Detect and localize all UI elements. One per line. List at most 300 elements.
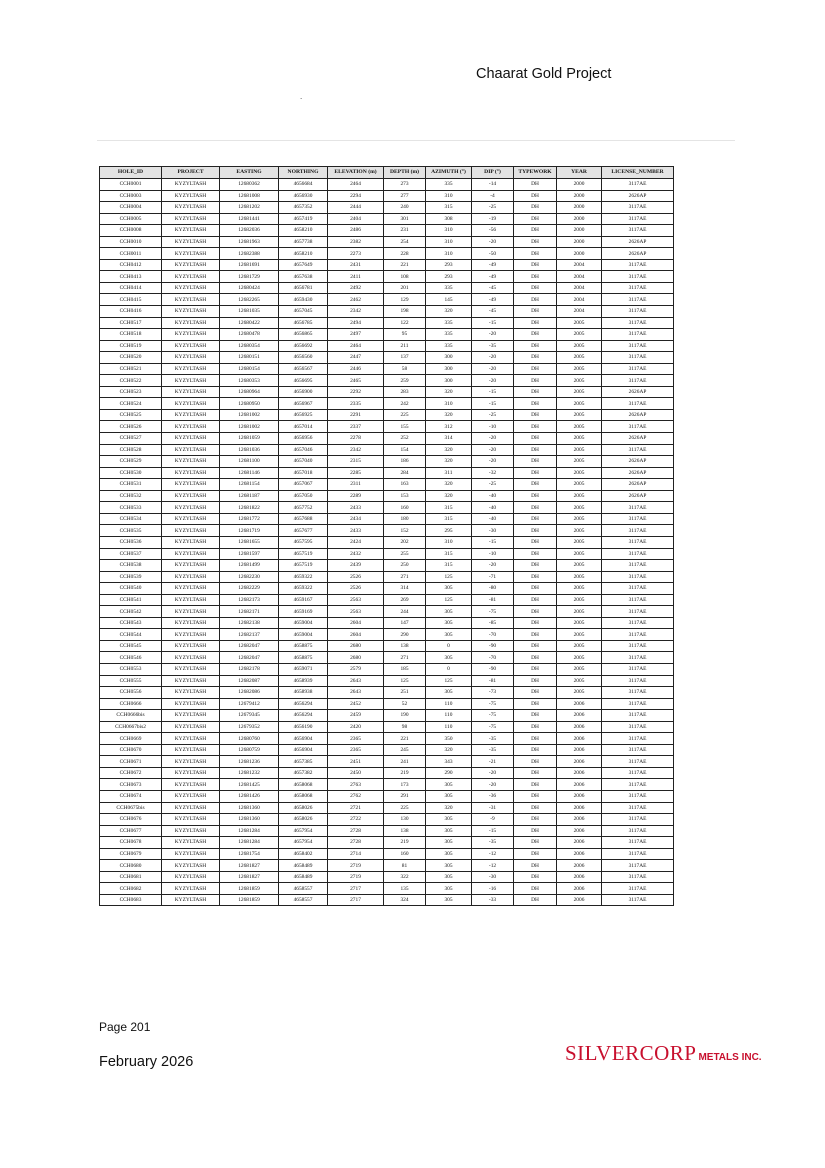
table-row [100, 802, 674, 814]
table-cell: 110 [426, 698, 472, 710]
table-cell: 305 [426, 652, 472, 664]
table-cell: 12682047 [220, 652, 279, 664]
table-cell: -56 [472, 225, 514, 237]
table-cell: 305 [426, 583, 472, 595]
table-cell: 305 [426, 860, 472, 872]
table-cell: 12681859 [220, 883, 279, 895]
table-cell: 271 [384, 571, 426, 583]
table-cell: 315 [426, 202, 472, 214]
table-cell: 12681232 [220, 767, 279, 779]
table-cell: 2728 [328, 837, 384, 849]
table-cell: DH [514, 629, 557, 641]
table-cell: 198 [384, 306, 426, 318]
table-cell: 2000 [557, 179, 602, 191]
drillhole-table [99, 166, 674, 906]
table-cell: 12681008 [220, 190, 279, 202]
table-cell: 2000 [557, 202, 602, 214]
table-cell: 4657738 [279, 236, 328, 248]
table-cell: 2604 [328, 617, 384, 629]
table-cell: 12681859 [220, 894, 279, 906]
table-cell: 4657046 [279, 444, 328, 456]
table-cell: 219 [384, 767, 426, 779]
table-row [100, 375, 674, 387]
table-row [100, 617, 674, 629]
table-cell: 12681754 [220, 848, 279, 860]
table-cell: 4658557 [279, 883, 328, 895]
table-cell: -45 [472, 306, 514, 318]
table-cell: CCH0011 [100, 248, 162, 260]
table-cell: 259 [384, 375, 426, 387]
table-cell: 4656925 [279, 409, 328, 421]
table-cell: 305 [426, 790, 472, 802]
table-cell: DH [514, 675, 557, 687]
table-row [100, 629, 674, 641]
table-cell: 12682178 [220, 663, 279, 675]
table-cell: DH [514, 317, 557, 329]
table-cell: -20 [472, 352, 514, 364]
table-cell: 314 [426, 433, 472, 445]
table-cell: 4658489 [279, 871, 328, 883]
table-row [100, 513, 674, 525]
table-cell: -15 [472, 536, 514, 548]
table-row [100, 594, 674, 606]
table-cell: 2447 [328, 352, 384, 364]
table-cell: 4658939 [279, 675, 328, 687]
table-row [100, 744, 674, 756]
table-cell: 3117AE [602, 871, 674, 883]
table-cell: 3117AE [602, 352, 674, 364]
table-cell: -20 [472, 329, 514, 341]
table-cell: 186 [384, 456, 426, 468]
table-cell: -20 [472, 560, 514, 572]
table-cell: 293 [426, 259, 472, 271]
table-cell: KYZYLTASH [162, 617, 220, 629]
table-cell: 2005 [557, 317, 602, 329]
table-cell: 271 [384, 652, 426, 664]
table-cell: 4656930 [279, 190, 328, 202]
table-cell: -49 [472, 259, 514, 271]
table-cell: DH [514, 236, 557, 248]
table-cell: 4658489 [279, 860, 328, 872]
table-cell: 125 [384, 675, 426, 687]
table-cell: 12681772 [220, 513, 279, 525]
table-cell: -33 [472, 894, 514, 906]
table-cell: 201 [384, 282, 426, 294]
table-row [100, 433, 674, 445]
table-cell: 4657067 [279, 479, 328, 491]
table-cell: KYZYLTASH [162, 814, 220, 826]
table-cell: 110 [426, 721, 472, 733]
table-cell: -70 [472, 652, 514, 664]
table-cell: 110 [426, 710, 472, 722]
table-cell: 12681499 [220, 560, 279, 572]
table-cell: 2000 [557, 225, 602, 237]
table-cell: 154 [384, 444, 426, 456]
table-cell: 12681426 [220, 790, 279, 802]
table-row [100, 536, 674, 548]
table-cell: 2494 [328, 317, 384, 329]
table-cell: 300 [426, 375, 472, 387]
table-cell: CCH0670 [100, 744, 162, 756]
table-cell: -19 [472, 213, 514, 225]
table-cell: 130 [384, 814, 426, 826]
table-cell: -20 [472, 375, 514, 387]
table-cell: 291 [384, 790, 426, 802]
table-cell: 4659169 [279, 606, 328, 618]
column-header: TYPEWORK [514, 167, 557, 179]
table-cell: 305 [426, 629, 472, 641]
table-cell: -25 [472, 409, 514, 421]
table-cell: 2006 [557, 802, 602, 814]
table-cell: 305 [426, 825, 472, 837]
table-cell: -15 [472, 825, 514, 837]
table-cell: 310 [426, 225, 472, 237]
table-cell: 320 [426, 386, 472, 398]
table-cell: 350 [426, 733, 472, 745]
table-cell: 12681100 [220, 456, 279, 468]
table-row [100, 894, 674, 906]
table-cell: CCH0008 [100, 225, 162, 237]
table-cell: 160 [384, 848, 426, 860]
table-cell: 2563 [328, 606, 384, 618]
table-cell: 3117AE [602, 340, 674, 352]
table-row [100, 479, 674, 491]
table-cell: 335 [426, 179, 472, 191]
table-cell: -49 [472, 271, 514, 283]
table-cell: 98 [384, 721, 426, 733]
table-cell: CCH0525 [100, 409, 162, 421]
table-cell: 4657050 [279, 490, 328, 502]
table-cell: 2005 [557, 386, 602, 398]
table-cell: 300 [426, 352, 472, 364]
table-cell: 335 [426, 317, 472, 329]
table-cell: 320 [426, 479, 472, 491]
table-cell: 2005 [557, 536, 602, 548]
table-cell: 2342 [328, 444, 384, 456]
table-row [100, 698, 674, 710]
table-cell: KYZYLTASH [162, 698, 220, 710]
table-cell: -30 [472, 871, 514, 883]
table-cell: CCH0667bis2 [100, 721, 162, 733]
table-row [100, 837, 674, 849]
table-cell: 2420 [328, 721, 384, 733]
table-cell: 2450 [328, 767, 384, 779]
table-cell: 221 [384, 733, 426, 745]
column-header: PROJECT [162, 167, 220, 179]
table-cell: 2004 [557, 294, 602, 306]
table-cell: 2005 [557, 456, 602, 468]
table-cell: 2005 [557, 525, 602, 537]
table-cell: 305 [426, 606, 472, 618]
table-row [100, 213, 674, 225]
table-cell: CCH0005 [100, 213, 162, 225]
table-cell: 12682229 [220, 583, 279, 595]
table-cell: 277 [384, 190, 426, 202]
table-cell: KYZYLTASH [162, 560, 220, 572]
table-cell: 12681284 [220, 825, 279, 837]
table-cell: DH [514, 421, 557, 433]
table-cell: 240 [384, 202, 426, 214]
table-cell: -20 [472, 433, 514, 445]
table-cell: 2005 [557, 329, 602, 341]
table-cell: DH [514, 837, 557, 849]
table-cell: 335 [426, 282, 472, 294]
table-cell: 2464 [328, 340, 384, 352]
table-cell: KYZYLTASH [162, 837, 220, 849]
table-cell: KYZYLTASH [162, 490, 220, 502]
table-cell: 2365 [328, 733, 384, 745]
table-cell: 305 [426, 871, 472, 883]
table-cell: DH [514, 548, 557, 560]
page-number: Page 201 [99, 1020, 151, 1034]
table-cell: 315 [426, 560, 472, 572]
table-cell: 315 [426, 513, 472, 525]
table-cell: 2434 [328, 513, 384, 525]
table-cell: 12681236 [220, 756, 279, 768]
table-cell: 2005 [557, 640, 602, 652]
table-cell: DH [514, 733, 557, 745]
table-cell: 2004 [557, 271, 602, 283]
table-cell: DH [514, 456, 557, 468]
table-cell: KYZYLTASH [162, 225, 220, 237]
table-cell: DH [514, 225, 557, 237]
table-cell: 3117AE [602, 398, 674, 410]
table-cell: 2006 [557, 837, 602, 849]
table-cell: 305 [426, 814, 472, 826]
table-cell: DH [514, 583, 557, 595]
table-cell: 4656560 [279, 352, 328, 364]
table-cell: 4658026 [279, 814, 328, 826]
column-header: HOLE_ID [100, 167, 162, 179]
table-cell: 2404 [328, 213, 384, 225]
table-cell: 2365 [328, 744, 384, 756]
table-cell: DH [514, 352, 557, 364]
table-cell: 290 [426, 767, 472, 779]
table-cell: 4656684 [279, 179, 328, 191]
table-cell: 311 [426, 467, 472, 479]
table-cell: 320 [426, 802, 472, 814]
table-cell: 305 [426, 894, 472, 906]
table-cell: CCH0536 [100, 536, 162, 548]
table-cell: 242 [384, 398, 426, 410]
table-cell: 2000 [557, 248, 602, 260]
table-cell: DH [514, 213, 557, 225]
table-cell: KYZYLTASH [162, 190, 220, 202]
table-cell: 2285 [328, 467, 384, 479]
table-cell: CCH0534 [100, 513, 162, 525]
table-cell: DH [514, 398, 557, 410]
table-cell: 125 [426, 675, 472, 687]
table-cell: 2005 [557, 352, 602, 364]
table-cell: 2005 [557, 652, 602, 664]
table-cell: 4656567 [279, 363, 328, 375]
table-cell: 12680424 [220, 282, 279, 294]
table-cell: 3117AE [602, 848, 674, 860]
table-cell: 3117AE [602, 721, 674, 733]
table-cell: 2762 [328, 790, 384, 802]
table-cell: 2462 [328, 294, 384, 306]
table-cell: CCH0683 [100, 894, 162, 906]
table-cell: KYZYLTASH [162, 213, 220, 225]
table-cell: 3117AE [602, 306, 674, 318]
table-cell: DH [514, 513, 557, 525]
table-cell: 2005 [557, 629, 602, 641]
table-cell: 4656900 [279, 386, 328, 398]
table-cell: DH [514, 375, 557, 387]
table-cell: 3117AE [602, 179, 674, 191]
table-row [100, 236, 674, 248]
table-cell: 4659004 [279, 617, 328, 629]
table-cell: DH [514, 802, 557, 814]
table-cell: 244 [384, 606, 426, 618]
table-cell: 315 [426, 548, 472, 560]
table-row [100, 398, 674, 410]
table-cell: KYZYLTASH [162, 421, 220, 433]
table-cell: DH [514, 825, 557, 837]
table-cell: CCH0535 [100, 525, 162, 537]
table-cell: 255 [384, 548, 426, 560]
table-cell: 2763 [328, 779, 384, 791]
table-cell: KYZYLTASH [162, 536, 220, 548]
table-cell: 310 [426, 536, 472, 548]
table-cell: KYZYLTASH [162, 606, 220, 618]
table-cell: 12681963 [220, 236, 279, 248]
table-cell: 95 [384, 329, 426, 341]
table-cell: 2315 [328, 456, 384, 468]
table-cell: -15 [472, 317, 514, 329]
table-cell: DH [514, 386, 557, 398]
table-cell: DH [514, 190, 557, 202]
table-cell: DH [514, 444, 557, 456]
table-cell: CCH0540 [100, 583, 162, 595]
table-cell: DH [514, 871, 557, 883]
table-cell: CCH0666 [100, 698, 162, 710]
table-cell: 251 [384, 687, 426, 699]
table-cell: 4658402 [279, 848, 328, 860]
table-row [100, 409, 674, 421]
table-cell: -30 [472, 525, 514, 537]
table-cell: -20 [472, 236, 514, 248]
table-cell: 4656956 [279, 433, 328, 445]
table-cell: 2626AP [602, 190, 674, 202]
table-cell: 273 [384, 179, 426, 191]
table-row [100, 294, 674, 306]
table-cell: 2005 [557, 687, 602, 699]
table-cell: 2563 [328, 594, 384, 606]
table-cell: 12681036 [220, 444, 279, 456]
table-row [100, 352, 674, 364]
table-cell: DH [514, 363, 557, 375]
table-cell: 2439 [328, 560, 384, 572]
table-cell: 2006 [557, 767, 602, 779]
table-cell: 3117AE [602, 652, 674, 664]
table-cell: DH [514, 294, 557, 306]
table-cell: 4657519 [279, 560, 328, 572]
table-cell: CCH0544 [100, 629, 162, 641]
column-header: YEAR [557, 167, 602, 179]
table-cell: -15 [472, 386, 514, 398]
table-cell: 4659004 [279, 629, 328, 641]
table-cell: 269 [384, 594, 426, 606]
table-cell: 2005 [557, 594, 602, 606]
table-cell: 12679352 [220, 721, 279, 733]
table-cell: 3117AE [602, 282, 674, 294]
table-cell: 3117AE [602, 629, 674, 641]
table-cell: CCH0004 [100, 202, 162, 214]
table-cell: 4659322 [279, 583, 328, 595]
table-cell: 305 [426, 779, 472, 791]
table-cell: 2604 [328, 629, 384, 641]
table-cell: CCH0003 [100, 190, 162, 202]
table-cell: CCH0523 [100, 386, 162, 398]
table-cell: 3117AE [602, 640, 674, 652]
table-cell: 4658210 [279, 225, 328, 237]
table-cell: DH [514, 640, 557, 652]
table-cell: 3117AE [602, 525, 674, 537]
table-cell: 3117AE [602, 444, 674, 456]
table-cell: 2006 [557, 871, 602, 883]
table-cell: 290 [384, 629, 426, 641]
table-cell: 4657677 [279, 525, 328, 537]
table-cell: DH [514, 848, 557, 860]
table-cell: 4658210 [279, 248, 328, 260]
table-cell: CCH0553 [100, 663, 162, 675]
table-cell: CCH0413 [100, 271, 162, 283]
table-cell: CCH0676 [100, 814, 162, 826]
table-cell: DH [514, 571, 557, 583]
table-cell: 2004 [557, 259, 602, 271]
table-cell: 12680759 [220, 744, 279, 756]
table-cell: DH [514, 710, 557, 722]
table-cell: 145 [426, 294, 472, 306]
table-cell: 12680950 [220, 398, 279, 410]
table-cell: KYZYLTASH [162, 433, 220, 445]
table-cell: 0 [426, 663, 472, 675]
table-cell: 2005 [557, 583, 602, 595]
table-cell: 2719 [328, 860, 384, 872]
table-cell: CCH0526 [100, 421, 162, 433]
table-row [100, 710, 674, 722]
table-cell: CCH0678 [100, 837, 162, 849]
table-cell: KYZYLTASH [162, 444, 220, 456]
table-cell: 122 [384, 317, 426, 329]
table-cell: DH [514, 860, 557, 872]
table-cell: 2342 [328, 306, 384, 318]
table-cell: 335 [426, 329, 472, 341]
table-cell: 2006 [557, 860, 602, 872]
table-cell: KYZYLTASH [162, 790, 220, 802]
table-cell: 2626AP [602, 456, 674, 468]
table-cell: DH [514, 560, 557, 572]
table-cell: 4656692 [279, 340, 328, 352]
table-cell: -75 [472, 606, 514, 618]
table-row [100, 179, 674, 191]
table-cell: 3117AE [602, 202, 674, 214]
table-cell: 12682171 [220, 606, 279, 618]
table-cell: KYZYLTASH [162, 594, 220, 606]
table-cell: DH [514, 282, 557, 294]
table-cell: -35 [472, 340, 514, 352]
table-cell: 4659430 [279, 294, 328, 306]
table-row [100, 490, 674, 502]
table-cell: CCH0532 [100, 490, 162, 502]
table-row [100, 190, 674, 202]
table-cell: 4659167 [279, 594, 328, 606]
table-cell: 320 [426, 409, 472, 421]
table-cell: -75 [472, 698, 514, 710]
column-header: ELEVATION (m) [328, 167, 384, 179]
table-cell: 12681202 [220, 202, 279, 214]
